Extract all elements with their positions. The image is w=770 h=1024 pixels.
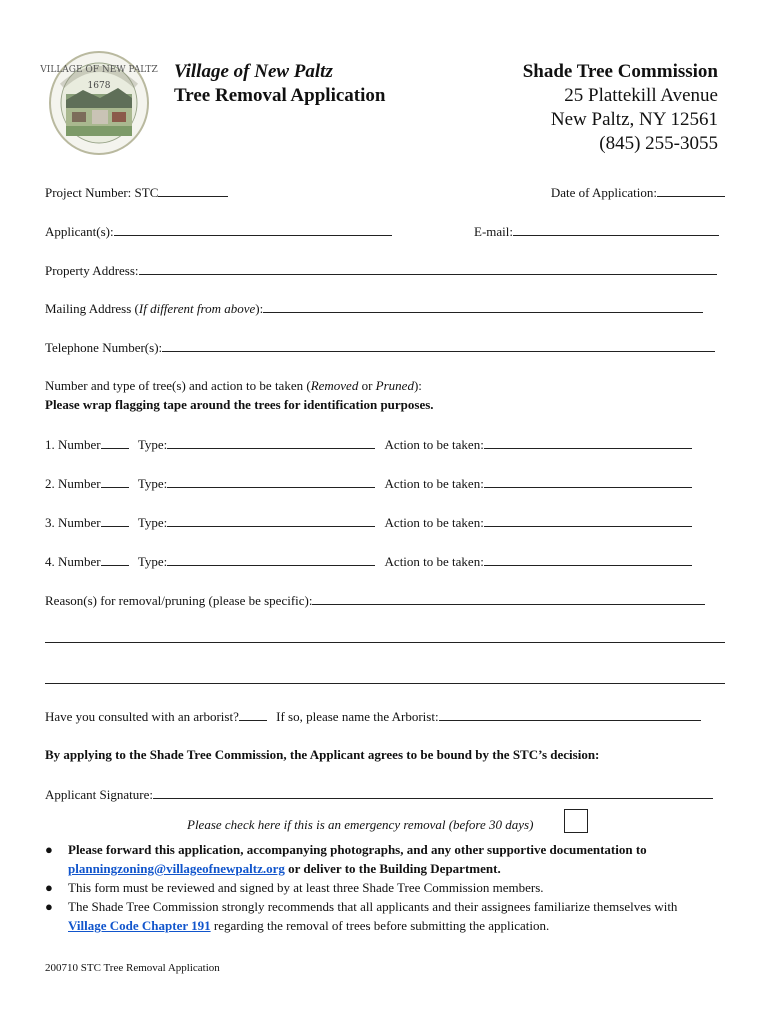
address-line-1: 25 Plattekill Avenue [564, 85, 718, 106]
tree-row: 4. Number Type: Action to be taken: [45, 553, 725, 570]
tree-number-field[interactable] [101, 475, 129, 488]
village-code-link[interactable]: Village Code Chapter 191 [68, 918, 211, 933]
telephone-label: Telephone Number(s): [45, 340, 163, 355]
mailing-address-field[interactable] [263, 300, 703, 313]
reasons-line-3[interactable] [45, 682, 725, 684]
property-address-field[interactable] [139, 262, 717, 275]
tree-row: 1. Number Type: Action to be taken: [45, 436, 725, 453]
applicants-label: Applicant(s): [45, 224, 114, 239]
tree-row: 3. Number Type: Action to be taken: [45, 514, 725, 531]
emergency-checkbox[interactable] [564, 809, 588, 833]
tree-type-field[interactable] [167, 475, 375, 488]
tree-type-field[interactable] [167, 436, 375, 449]
tree-action-field[interactable] [484, 475, 692, 488]
tree-number-field[interactable] [101, 553, 129, 566]
project-number-label: Project Number: STC [45, 185, 159, 200]
signature-label: Applicant Signature: [45, 787, 153, 802]
trees-intro: Number and type of tree(s) and action to be taken (Removed or Pruned): [45, 378, 422, 393]
bullet-icon: ● [45, 880, 53, 895]
svg-text:1678: 1678 [87, 81, 111, 91]
property-address-label: Property Address: [45, 263, 139, 278]
tree-action-field[interactable] [484, 436, 692, 449]
address-line-2: New Paltz, NY 12561 [550, 109, 718, 130]
tree-type-field[interactable] [167, 514, 375, 527]
phone-number: (845) 255-3055 [599, 133, 718, 154]
arborist-name-field[interactable] [439, 708, 701, 721]
date-of-application-field[interactable] [657, 184, 725, 197]
email-field[interactable] [513, 223, 719, 236]
arborist-consulted-field[interactable] [239, 708, 267, 721]
svg-text:VILLAGE OF NEW PALTZ: VILLAGE OF NEW PALTZ [40, 65, 158, 75]
reasons-field[interactable] [312, 592, 705, 605]
date-of-application-label: Date of Application: [550, 185, 657, 200]
applicants-field[interactable] [114, 223, 392, 236]
telephone-field[interactable] [162, 339, 715, 352]
tree-type-field[interactable] [167, 553, 375, 566]
mailing-address-label: Mailing Address (If different from above): [45, 301, 264, 316]
arborist-name-label: If so, please name the Arborist: [276, 709, 439, 724]
emergency-label: Please check here if this is an emergency removal (before 30 days) [187, 817, 534, 832]
signature-field[interactable] [153, 786, 713, 799]
tree-action-field[interactable] [484, 514, 692, 527]
footer-form-id: 200710 STC Tree Removal Application [45, 962, 220, 974]
email-link[interactable]: planningzoning@villageofnewpaltz.org [68, 861, 285, 876]
arborist-question: Have you consulted with an arborist? [45, 709, 239, 724]
agreement-statement: By applying to the Shade Tree Commission, the Applicant agrees to be bound by the STC’s decision: [45, 747, 600, 762]
reasons-line-2[interactable] [45, 641, 725, 643]
tree-number-field[interactable] [101, 514, 129, 527]
village-seal-logo [40, 50, 158, 156]
bullet-icon: ● [45, 842, 53, 857]
bullet-forward: ● Please forward this application, accompanying photographs, and any other supportive documentation to planningzoning@villageofnewpaltz.org or deliver to the Building Department. [45, 842, 647, 876]
village-name: Village of New Paltz [174, 61, 333, 82]
bullet-icon: ● [45, 899, 53, 914]
tree-row: 2. Number Type: Action to be taken: [45, 475, 725, 492]
tree-action-field[interactable] [484, 553, 692, 566]
form-title: Tree Removal Application [174, 85, 386, 106]
project-number-field[interactable] [158, 184, 228, 197]
tree-number-field[interactable] [101, 436, 129, 449]
bullet-review: ● This form must be reviewed and signed by at least three Shade Tree Commission members. [45, 880, 544, 895]
commission-name: Shade Tree Commission [522, 61, 718, 82]
flagging-note: Please wrap flagging tape around the trees for identification purposes. [45, 397, 434, 412]
email-label: E-mail: [474, 224, 513, 239]
reasons-label: Reason(s) for removal/pruning (please be specific): [45, 593, 313, 608]
bullet-recommend: ● The Shade Tree Commission strongly recommends that all applicants and their assignees familiarize themselves with Village Code Chapter 191 regarding the removal of trees before submitting the application. [45, 899, 678, 933]
